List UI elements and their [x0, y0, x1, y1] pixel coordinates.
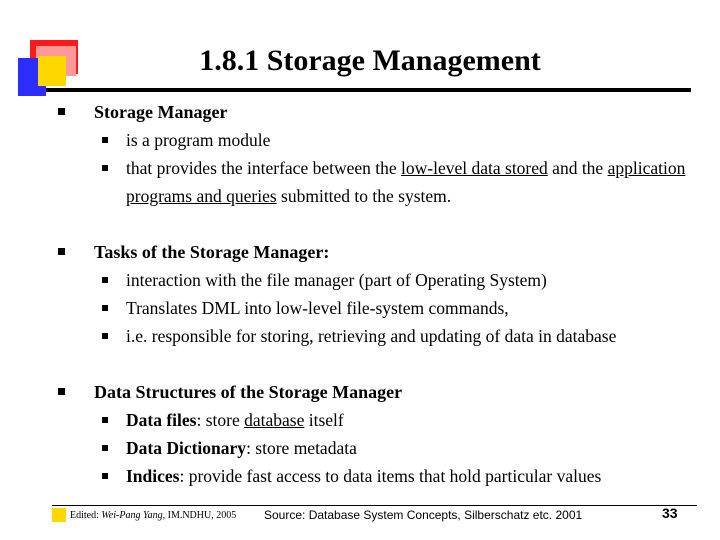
bullet-icon	[58, 388, 65, 395]
list-item	[58, 154, 708, 210]
list-item	[58, 322, 708, 350]
section-storage-manager	[58, 98, 708, 210]
item-text: interaction with the file manager (part of Operating System)	[126, 270, 547, 290]
bullet-icon	[102, 137, 108, 143]
list-item	[58, 294, 708, 322]
bullet-icon	[102, 473, 108, 479]
footer-divider	[52, 505, 697, 506]
title-divider	[46, 88, 691, 92]
item-text: Data files: store database itself	[126, 410, 344, 430]
section-heading	[58, 378, 708, 406]
footer-source: Source: Database System Concepts, Silberschatz etc. 2001	[264, 508, 583, 522]
underlined-term: database	[244, 410, 305, 430]
slide-content	[58, 98, 708, 518]
list-item	[58, 266, 708, 294]
item-text: Indices: provide fast access to data items that hold particular values	[126, 466, 602, 486]
bullet-icon	[102, 277, 108, 283]
heading-text: Storage Manager	[94, 102, 228, 122]
section-heading	[58, 238, 708, 266]
page-number: 33	[662, 505, 678, 521]
bullet-icon	[58, 248, 65, 255]
section-heading	[58, 98, 708, 126]
bullet-icon	[102, 305, 108, 311]
heading-text: Tasks of the Storage Manager:	[94, 242, 330, 262]
section-data-structures	[58, 378, 708, 490]
bullet-icon	[102, 333, 108, 339]
term: Data Dictionary	[126, 438, 247, 458]
list-item	[58, 434, 708, 462]
item-text: is a program module	[126, 130, 271, 150]
footer-editor-credit: Edited: Wei-Pang Yang, IM.NDHU, 2005	[70, 510, 237, 521]
item-text: i.e. responsible for storing, retrieving and updating of data in database	[126, 326, 617, 346]
item-text: that provides the interface between the low-level data stored and the application programs and queries submitted to the system.	[126, 158, 686, 206]
slide-title: 1.8.1 Storage Management	[199, 44, 541, 77]
term: Indices	[126, 466, 180, 486]
underlined-term: application programs and queries	[126, 158, 686, 206]
item-text: Translates DML into low-level file-system commands,	[126, 298, 509, 318]
bullet-icon	[102, 417, 108, 423]
section-tasks	[58, 238, 708, 350]
decor-square-yellow	[38, 56, 66, 86]
underlined-term: low-level data stored	[401, 158, 548, 178]
item-text: Data Dictionary: store metadata	[126, 438, 357, 458]
bullet-icon	[102, 445, 108, 451]
heading-text: Data Structures of the Storage Manager	[94, 382, 403, 402]
list-item	[58, 462, 708, 490]
term: Data files	[126, 410, 197, 430]
list-item	[58, 126, 708, 154]
list-item	[58, 406, 708, 434]
bullet-icon	[102, 165, 108, 171]
bullet-icon	[58, 108, 65, 115]
footer-decor-square	[52, 508, 66, 522]
